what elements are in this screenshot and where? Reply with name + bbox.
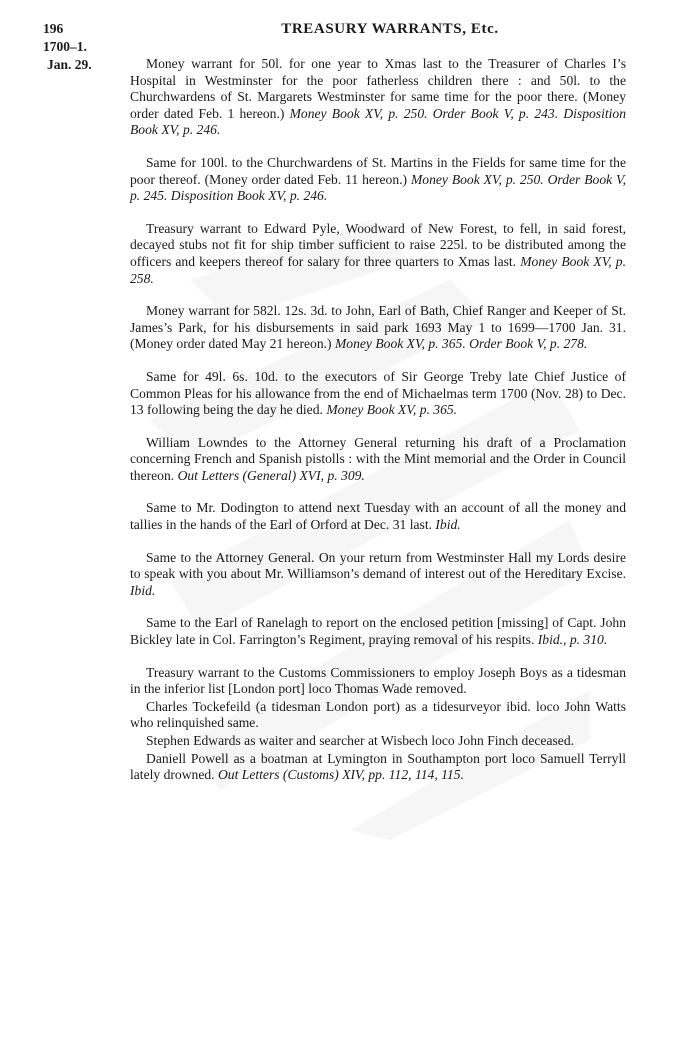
entry-reference: Money Book XV, p. 250. Order Book V, p. 243. Disposition Book XV, p. 246. — [130, 105, 627, 138]
document-body — [130, 56, 626, 800]
document-entry — [130, 221, 626, 287]
margin-date: Jan. 29. — [47, 57, 92, 72]
entry-reference: Out Letters (General) XVI, p. 309. — [177, 467, 365, 483]
entry-reference: Money Book XV, p. 250. Order Book V, p. 245. Disposition Book XV, p. 246. — [130, 171, 626, 204]
page-number: 196 — [43, 21, 64, 36]
document-entry — [130, 369, 626, 419]
document-entry — [130, 733, 626, 750]
entry-reference: Money Book XV, p. 258. — [130, 253, 626, 286]
document-entry — [130, 500, 626, 533]
document-entry — [130, 56, 626, 139]
entry-reference: Out Letters (Customs) XIV, pp. 112, 114, 115. — [217, 767, 464, 783]
entry-text: Same for 49l. 6s. 10d. to the executors of Sir George Treby late Chief Justice of Common Pleas for his allowance from the end of Michaelmas term 1700 (Nov. 28) to Dec. 13 following being the day he died. — [130, 368, 626, 418]
document-entry — [130, 615, 626, 648]
entry-text: Treasury warrant to the Customs Commissioners to employ Joseph Boys as a tidesman in the inferior list [London port] loco Thomas Wade removed. — [130, 664, 626, 697]
entry-reference: Ibid. — [130, 582, 156, 598]
customs-entries-list — [130, 665, 626, 784]
document-entry — [130, 303, 626, 353]
document-entry — [130, 751, 626, 784]
document-entry — [130, 699, 626, 732]
entries-list — [130, 56, 626, 649]
entry-reference: Money Book XV, p. 365. — [326, 402, 458, 418]
entry-reference: Ibid. — [435, 517, 461, 533]
document-entry — [130, 665, 626, 698]
entry-text: Same to the Attorney General. On your return from Westminster Hall my Lords desire to speak with you about Mr. Williamson’s demand of interest out of the Hereditary Excise. — [130, 549, 626, 582]
entry-text: Same to the Earl of Ranelagh to report on the enclosed petition [missing] of Capt. John Bickley late in Col. Farrington’s Regiment, praying removal of his respits. — [130, 615, 626, 648]
entry-reference: Ibid., p. 310. — [537, 632, 608, 648]
entry-text: Stephen Edwards as waiter and searcher at Wisbech loco John Finch deceased. — [146, 733, 575, 748]
entry-text: William Lowndes to the Attorney General returning his draft of a Proclamation concerning French and Spanish pistolls : with the Mint memorial and the Order in Council thereon. — [130, 434, 626, 483]
document-entry — [130, 550, 626, 600]
entry-text: Money warrant for 50l. for one year to Xmas last to the Treasurer of Charles I’s Hospital in Westminster for the poor fatherless children there : and 50l. to the Churchwardens of St. Margarets Westminster for same time for the poor there. (Money order dated Feb. 1 hereon.) — [130, 56, 626, 121]
entry-text: Money warrant for 582l. 12s. 3d. to John, Earl of Bath, Chief Ranger and Keeper of St. James’s Park, for his disbursements in said park 1693 May 1 to 1699—1700 Jan. 31. (Money order dated May 21 hereon.) — [130, 303, 626, 352]
entry-text: Daniell Powell as a boatman at Lymington in Southampton port loco Samuell Terryll lately drowned. — [130, 750, 626, 783]
entry-reference: Money Book XV, p. 365. Order Book V, p. 278. — [334, 336, 588, 352]
document-entry — [130, 435, 626, 485]
document-entry — [130, 155, 626, 205]
entry-text: Treasury warrant to Edward Pyle, Woodward of New Forest, to fell, in said forest, decayed stubs not fit for ship timber sufficient to raise 225l. to be distributed among the officers and keepers thereof for salary for three quarters to Xmas last. — [130, 220, 626, 269]
entry-text: Same to Mr. Dodington to attend next Tuesday with an account of all the money and tallies in the hands of the Earl of Orford at Dec. 31 last. — [130, 500, 626, 533]
running-head: TREASURY WARRANTS, Etc. — [281, 21, 499, 37]
entry-text: Charles Tockefeild (a tidesman London port) as a tidesurveyor ibid. loco John Watts who relinquished same. — [130, 698, 626, 731]
margin-year: 1700–1. — [43, 39, 87, 54]
entry-text: Same for 100l. to the Churchwardens of St. Martins in the Fields for same time for the poor thereof. (Money order dated Feb. 11 hereon.) — [130, 154, 626, 187]
